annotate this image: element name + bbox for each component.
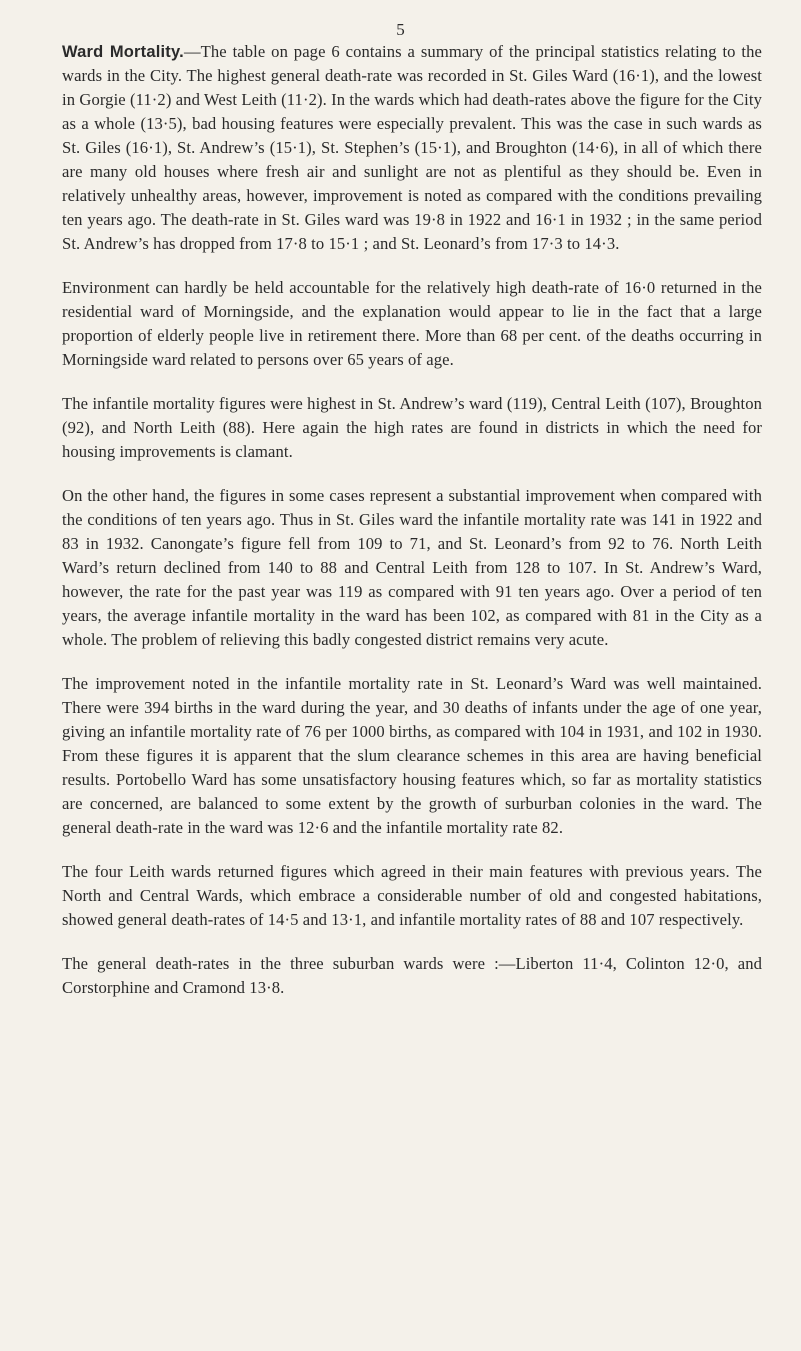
- paragraph-environment: Environment can hardly be held accountable for the relatively high death-rate of 16·0 returned in the residential ward of Morningside, and the explanation would appear to lie in the fact that a large proportion of elderly people live in retirement there. More than 68 per cent. of the deaths occurring in Morningside ward related to persons over 65 years of age.: [62, 278, 762, 369]
- page-body: [62, 40, 762, 1020]
- paragraph-leith-wards: The four Leith wards returned figures which agreed in their main features with previous years. The North and Central Wards, which embrace a considerable number of old and congested habitations, showed general death-rates of 14·5 and 13·1, and infantile mortality rates of 88 and 107 respectively.: [62, 862, 762, 929]
- heading-dash: —: [183, 42, 201, 61]
- page-number: 5: [396, 20, 405, 39]
- paragraph-infantile-mortality: The infantile mortality figures were highest in St. Andrew’s ward (119), Central Leith (107), Broughton (92), and North Leith (88). Here again the high rates are found in districts in which the need for housing improvements is clamant.: [62, 394, 762, 461]
- paragraph-text: The table on page 6 contains a summary of the principal statistics relating to the wards in the City. The highest general death-rate was recorded in St. Giles Ward (16·1), and the lowest in Gorgie (11·2) and West Leith (11·2). In the wards which had death-rates above the figure for the City as a whole (13·5), bad housing features were especially prevalent. This was the case in such wards as St. Giles (16·1), St. Andrew’s (15·1), St. Stephen’s (15·1), and Broughton (14·6), in all of which there are many old houses where fresh air and sunlight are not as plentiful as they should be. Even in relatively unhealthy areas, however, improvement is noted as compared with the conditions prevailing ten years ago. The death-rate in St. Giles ward was 19·8 in 1922 and 16·1 in 1932 ; in the same period St. Andrew’s has dropped from 17·8 to 15·1 ; and St. Leonard’s from 17·3 to 14·3.: [62, 42, 762, 253]
- paragraph-ward-mortality: [62, 40, 762, 256]
- section-heading: Ward Mortality.: [62, 43, 184, 61]
- paragraph-st-leonards: The improvement noted in the infantile mortality rate in St. Leonard’s Ward was well maintained. There were 394 births in the ward during the year, and 30 deaths of infants under the age of one year, giving an infantile mortality rate of 76 per 1000 births, as compared with 104 in 1931, and 102 in 1930. From these figures it is apparent that the slum clearance schemes in this area are having beneficial results. Portobello Ward has some unsatisfactory housing features which, so far as mortality statistics are concerned, are balanced to some extent by the growth of surburban colonies in the ward. The general death-rate in the ward was 12·6 and the infantile mortality rate 82.: [62, 674, 762, 837]
- paragraph-suburban-wards: The general death-rates in the three suburban wards were :—Liberton 11·4, Colinton 12·0, and Corstorphine and Cramond 13·8.: [62, 954, 762, 997]
- paragraph-improvement: On the other hand, the figures in some cases represent a substantial improvement when compared with the conditions of ten years ago. Thus in St. Giles ward the infantile mortality rate was 141 in 1922 and 83 in 1932. Canongate’s figure fell from 109 to 71, and St. Leonard’s from 92 to 76. North Leith Ward’s return declined from 140 to 88 and Central Leith from 128 to 107. In St. Andrew’s Ward, however, the rate for the past year was 119 as compared with 91 ten years ago. Over a period of ten years, the average infantile mortality in the ward has been 102, as compared with 81 in the City as a whole. The problem of relieving this badly congested district remains very acute.: [62, 486, 762, 649]
